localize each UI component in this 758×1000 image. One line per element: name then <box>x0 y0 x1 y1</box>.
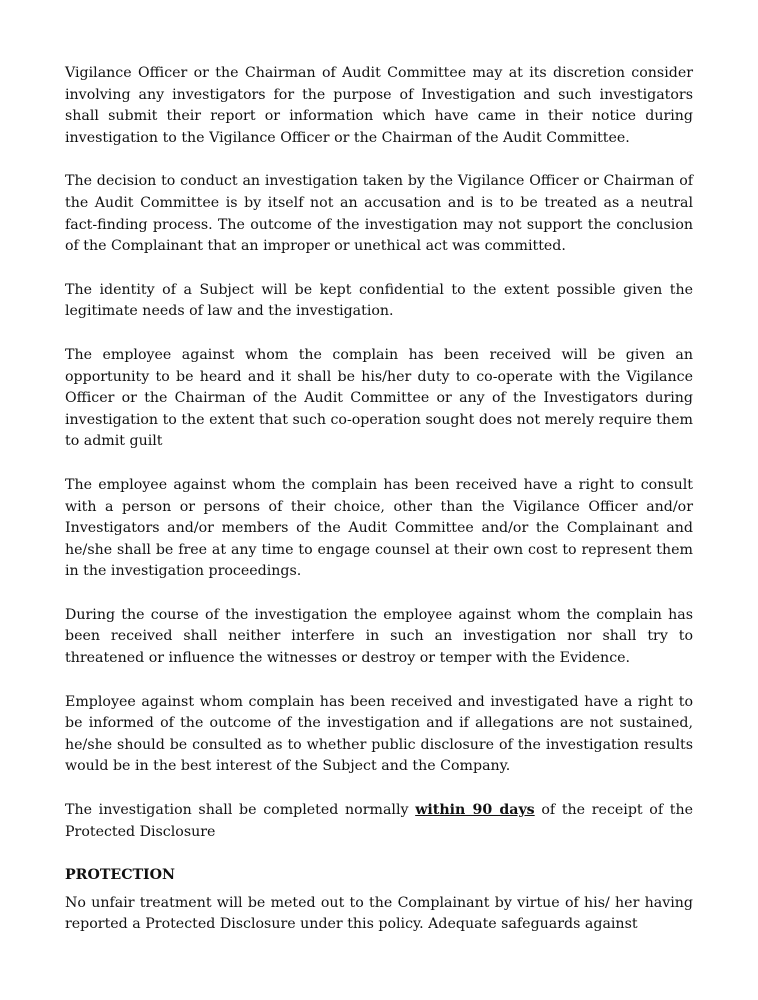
timeline-text-before: The investigation shall be completed normally <box>65 802 416 819</box>
paragraph-right-to-consult: The employee against whom the complain has been received have a right to consult with a person or persons of their choice, other than the Vigilance Officer and/or Investigators and/or members of the Audit Committee and/or the Complainant and he/she shall be free at any time to engage counsel at their own cost to represent them in the investigation proceedings. <box>65 476 693 580</box>
paragraph-protection: No unfair treatment will be meted out to the Complainant by virtue of his/ her having reported a Protected Disclosure under this policy. Adequate safeguards against <box>65 894 693 933</box>
timeline-text-after: of the receipt of the Protected Disclosure <box>65 802 693 840</box>
paragraph-investigators: Vigilance Officer or the Chairman of Audit Committee may at its discretion consider involving any investigators for the purpose of Investigation and such investigators shall submit their report or information which have came in their notice during investigation to the Vigilance Officer or the Chairman of the Audit Committee. <box>65 65 693 146</box>
paragraph-opportunity-heard: The employee against whom the complain has been received will be given an opportunity to be heard and it shall be his/her duty to co-operate with the Vigilance Officer or the Chairman of the Audit Committee or any of the Investigators during investigation to the extent that such co-operation sought does not merely require them to admit guilt <box>65 346 693 450</box>
paragraph-decision: The decision to conduct an investigation taken by the Vigilance Officer or Chairman of the Audit Committee is by itself not an accusation and is to be treated as a neutral fact-finding process. The outcome of the investigation may not support the conclusion of the Complainant that an improper or unethical act was committed. <box>65 173 693 255</box>
paragraph-identity: The identity of a Subject will be kept confidential to the extent possible given the legitimate needs of law and the investigation. <box>65 281 693 320</box>
paragraph-outcome-informed: Employee against whom complain has been received and investigated have a right to be informed of the outcome of the investigation and if allegations are not sustained, he/she should be consulted as to whether public disclosure of the investigation results would be in the best interest of the Subject and the Company. <box>65 693 693 775</box>
paragraph-timeline <box>65 800 693 843</box>
timeline-emphasis: within 90 days <box>415 802 535 819</box>
paragraph-non-interference: During the course of the investigation the employee against whom the complain has been received shall neither interfere in such an investigation nor shall try to threatened or influence the witnesses or destroy or temper with the Evidence. <box>65 606 693 667</box>
document-page <box>65 63 693 958</box>
section-heading-protection: PROTECTION <box>65 867 176 884</box>
